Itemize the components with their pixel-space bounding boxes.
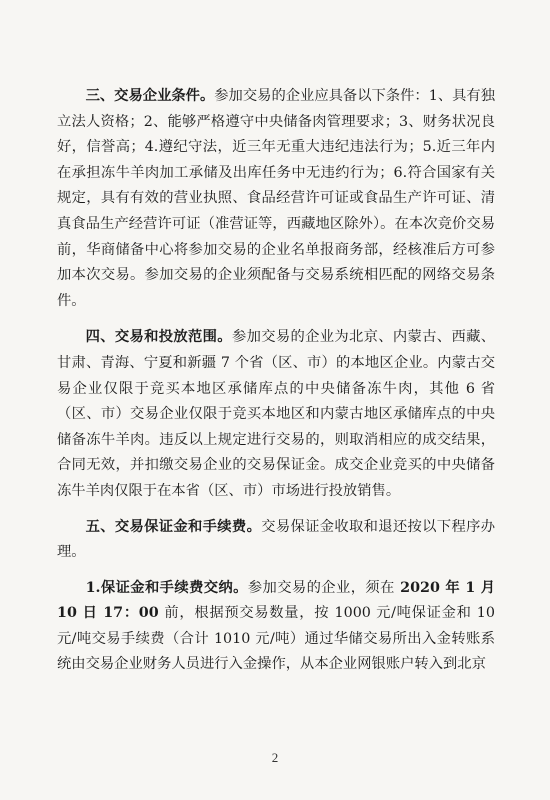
section-heading: 四、交易和投放范围。 — [85, 329, 232, 346]
deadline-text: 2020 年 1 月 10 日 17：00 — [57, 579, 496, 622]
section-text: 参加交易的企业为北京、内蒙古、西藏、甘肃、青海、宁夏和新疆 7 个省（区、市）的本地区企业。内蒙古交易企业仅限于竞买本地区承储库点的中央储备冻牛肉，其他 6 省（区、市）交易企业仅限于竞买本地区和内蒙古地区承储库点的中央储备冻牛羊肉。违反以上规定进行交易的，则取消相应的成交结果，合同无效，并扣缴交易企业的交易保证金。成交企业竞买的中央储备冻牛羊肉仅限于在本省（区、市）市场进行投放销售。 — [57, 329, 496, 499]
section-trading-and-release-scope — [57, 325, 495, 504]
document-body — [57, 84, 495, 678]
section-text: 参加交易的企业应具备以下条件：1、具有独立法人资格；2、能够严格遵守中央储备肉管理要求；3、财务状况良好，信誉高；4.遵纪守法，近三年无重大违纪违法行为；5.近三年内在承担冻牛羊肉加工承储及出库任务中无违约行为；6.符合国家有关规定，具有有效的营业执照、食品经营许可证或食品生产许可证、清真食品生产经营许可证（准营证等，西藏地区除外）。在本次竞价交易前，华商储备中心将参加交易的企业名单报商务部，经核准后方可参加本次交易。参加交易的企业须配备与交易系统相匹配的网络交易条件。 — [57, 88, 496, 309]
section-heading: 三、交易企业条件。 — [85, 88, 215, 104]
section-text: 交易保证金收取和退还按以下程序办理。 — [57, 518, 496, 561]
item-heading: 1.保证金和手续费交纳。 — [85, 579, 248, 596]
item-text-lead: 参加交易的企业，须在 — [247, 579, 395, 596]
section-deposit-and-fees — [57, 515, 495, 566]
page-number: 2 — [271, 750, 279, 765]
section-heading: 五、交易保证金和手续费。 — [85, 518, 262, 535]
section-trading-enterprise-conditions — [57, 84, 495, 314]
item-text: 前，根据预交易数量，按 1000 元/吨保证金和 10 元/吨交易手续费（合计 1010 元/吨）通过华储交易所出入金转账系统由交易企业财务人员进行入金操作，从本企业网银账户转入到北京 — [57, 605, 495, 673]
item-deposit-payment — [57, 576, 495, 678]
